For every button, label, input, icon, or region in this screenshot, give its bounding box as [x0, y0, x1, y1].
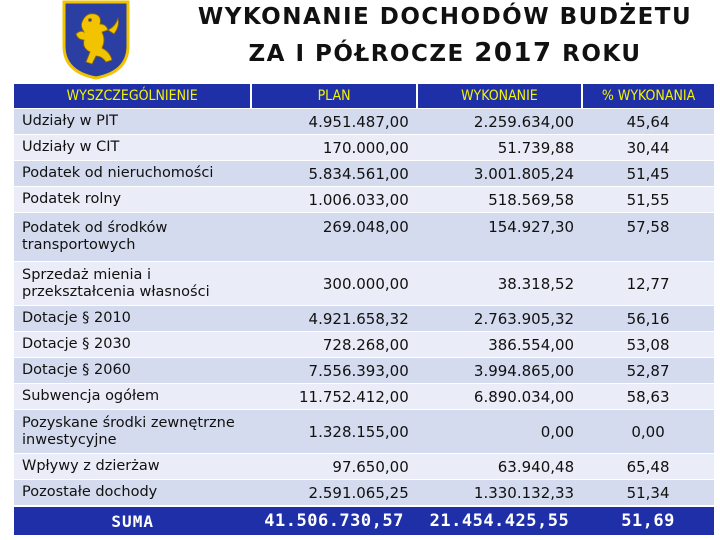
row-plan: 11.752.412,00: [251, 384, 416, 410]
row-label: Udziały w PIT: [14, 109, 251, 135]
row-percent: 56,16: [582, 306, 714, 332]
row-percent: 45,64: [582, 109, 714, 135]
header-description: WYSZCZEGÓLNIENIE: [14, 84, 251, 109]
row-execution: 6.890.034,00: [417, 384, 582, 410]
row-execution: 1.330.132,33: [417, 480, 582, 507]
row-execution: 3.994.865,00: [417, 358, 582, 384]
row-label: Dotacje § 2030: [14, 332, 251, 358]
title-line-2: [170, 38, 720, 68]
table-row: [14, 306, 714, 332]
row-percent: 53,08: [582, 332, 714, 358]
row-percent: 65,48: [582, 454, 714, 480]
header-plan: PLAN: [251, 84, 416, 109]
title-line-1: WYKONANIE DOCHODÓW BUDŻETU: [197, 4, 693, 30]
table-row: [14, 410, 714, 454]
budget-table: [14, 84, 714, 535]
table-row: [14, 213, 714, 262]
row-label: Sprzedaż mienia i przekształcenia własności: [14, 262, 251, 306]
total-row: [14, 506, 714, 535]
row-plan: 2.591.065,25: [251, 480, 416, 507]
table-row: [14, 109, 714, 135]
row-plan: 300.000,00: [251, 262, 416, 306]
total-label: SUMA: [14, 506, 251, 535]
table-row: [14, 454, 714, 480]
row-plan: 170.000,00: [251, 135, 416, 161]
row-percent: 51,45: [582, 161, 714, 187]
row-percent: 51,55: [582, 187, 714, 213]
total-percent: 51,69: [582, 506, 714, 535]
row-percent: 12,77: [582, 262, 714, 306]
table-row: [14, 161, 714, 187]
table-header-row: [14, 84, 714, 109]
page-title: [140, 4, 720, 68]
title-year: 2017: [474, 38, 553, 68]
row-label: Wpływy z dzierżaw: [14, 454, 251, 480]
table-row: [14, 262, 714, 306]
table-row: [14, 384, 714, 410]
table-row: [14, 332, 714, 358]
row-execution: 51.739,88: [417, 135, 582, 161]
coat-of-arms-icon: [62, 0, 130, 80]
row-plan: 7.556.393,00: [251, 358, 416, 384]
row-plan: 269.048,00: [251, 213, 416, 262]
row-plan: 4.921.658,32: [251, 306, 416, 332]
row-execution: 386.554,00: [417, 332, 582, 358]
row-label: Podatek rolny: [14, 187, 251, 213]
row-execution: 3.001.805,24: [417, 161, 582, 187]
row-percent: 0,00: [582, 410, 714, 454]
total-execution: 21.454.425,55: [417, 506, 582, 535]
row-execution: 63.940,48: [417, 454, 582, 480]
row-percent: 30,44: [582, 135, 714, 161]
row-label: Pozostałe dochody: [14, 480, 251, 507]
row-plan: 5.834.561,00: [251, 161, 416, 187]
row-plan: 4.951.487,00: [251, 109, 416, 135]
row-label: Udziały w CIT: [14, 135, 251, 161]
row-plan: 1.006.033,00: [251, 187, 416, 213]
title-line-2-prefix: ZA I PÓŁROCZE: [248, 41, 475, 67]
row-percent: 52,87: [582, 358, 714, 384]
row-label: Podatek od środków transportowych: [14, 213, 251, 262]
row-label: Podatek od nieruchomości: [14, 161, 251, 187]
row-label: Dotacje § 2010: [14, 306, 251, 332]
total-plan: 41.506.730,57: [251, 506, 416, 535]
title-line-2-suffix: ROKU: [552, 41, 642, 67]
row-execution: 2.259.634,00: [417, 109, 582, 135]
row-percent: 58,63: [582, 384, 714, 410]
table-row: [14, 358, 714, 384]
row-execution: 0,00: [417, 410, 582, 454]
row-execution: 518.569,58: [417, 187, 582, 213]
table-row: [14, 135, 714, 161]
row-execution: 2.763.905,32: [417, 306, 582, 332]
row-execution: 38.318,52: [417, 262, 582, 306]
row-percent: 51,34: [582, 480, 714, 507]
table-row: [14, 480, 714, 507]
header-execution: WYKONANIE: [417, 84, 582, 109]
row-plan: 1.328.155,00: [251, 410, 416, 454]
row-plan: 728.268,00: [251, 332, 416, 358]
header-execution-percent: % WYKONANIA: [582, 84, 714, 109]
row-label: Subwencja ogółem: [14, 384, 251, 410]
row-execution: 154.927,30: [417, 213, 582, 262]
row-percent: 57,58: [582, 213, 714, 262]
row-label: Pozyskane środki zewnętrzne inwestycyjne: [14, 410, 251, 454]
row-label: Dotacje § 2060: [14, 358, 251, 384]
table-row: [14, 187, 714, 213]
row-plan: 97.650,00: [251, 454, 416, 480]
